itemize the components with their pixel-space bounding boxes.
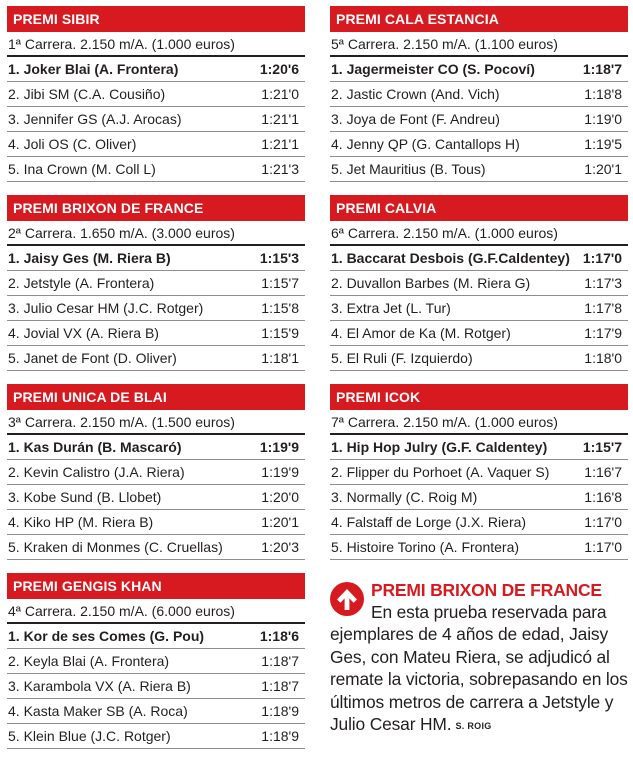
result-row [7,649,305,674]
race-title: PREMI BRIXON DE FRANCE [7,195,305,221]
horse-driver: 1. Kor de ses Comes (G. Pou) [8,628,205,644]
horse-driver: 2. Flipper du Porhoet (A. Vaquer S) [331,464,550,480]
horse-driver: 3. Julio Cesar HM (J.C. Rotger) [8,300,204,316]
horse-driver: 4. Jovial VX (A. Riera B) [8,325,159,341]
right-column [330,6,628,573]
result-row [7,346,305,371]
race-title: PREMI SIBIR [7,6,305,32]
horse-driver: 2. Keyla Blai (A. Frontera) [8,653,170,669]
horse-driver: 5. Jet Mauritius (B. Tous) [331,161,486,177]
race-time: 1:17'3 [584,275,622,291]
race-time: 1:15'7 [261,275,299,291]
horse-driver: 4. Jenny QP (G. Cantallops H) [331,136,520,152]
arrow-up-icon [330,582,364,616]
result-row [7,460,305,485]
race-time: 1:19'0 [584,111,622,127]
race-time: 1:17'8 [584,300,622,316]
result-row [330,82,628,107]
race-time: 1:21'1 [261,111,299,127]
horse-driver: 1. Jagermeister CO (S. Pocoví) [331,61,535,77]
race-time: 1:15'7 [582,439,622,455]
horse-driver: 4. Kasta Maker SB (A. Roca) [8,703,188,719]
race-time: 1:15'3 [259,250,299,266]
race-time: 1:19'5 [584,136,622,152]
race-time: 1:20'0 [261,489,299,505]
race-time: 1:17'0 [584,539,622,555]
result-row [7,157,305,182]
horse-driver: 4. Kiko HP (M. Riera B) [8,514,154,530]
race-subtitle: 4ª Carrera. 2.150 m/A. (6.000 euros) [7,599,305,624]
result-row [7,485,305,510]
race-subtitle: 6ª Carrera. 2.150 m/A. (1.000 euros) [330,221,628,246]
winner-row [330,57,628,82]
race-time: 1:18'7 [261,653,299,669]
horse-driver: 5. Kraken di Monmes (C. Cruellas) [8,539,223,555]
winner-row [7,435,305,460]
result-row [330,485,628,510]
result-row [7,132,305,157]
race-block [7,384,305,560]
photo-credit: S. ROIG [455,721,492,732]
result-row [7,296,305,321]
horse-driver: 1. Baccarat Desbois (G.F.Caldentey) [331,250,570,266]
race-time: 1:20'3 [261,539,299,555]
race-time: 1:18'8 [584,86,622,102]
comment-title: PREMI BRIXON DE FRANCE [371,580,602,600]
horse-driver: 3. Normally (C. Roig M) [331,489,478,505]
winner-row [7,246,305,271]
result-row [330,535,628,560]
race-time: 1:21'1 [261,136,299,152]
horse-driver: 2. Jetstyle (A. Frontera) [8,275,155,291]
comment-body: En esta prueba reservada para ejemplares de 4 años de edad, Jaisy Ges, con Mateu Riera, se adjudicó al remate la victoria, sobrepasando en los últimos metros de carrera a Jetstyle y Julio Cesar HM. [330,602,628,735]
horse-driver: 2. Kevin Calistro (J.A. Riera) [8,464,185,480]
race-time: 1:21'3 [261,161,299,177]
result-row [7,107,305,132]
race-block [330,195,628,371]
horse-driver: 5. Klein Blue (J.C. Rotger) [8,728,171,744]
race-title: PREMI ICOK [330,384,628,410]
result-row [330,346,628,371]
race-title: PREMI GENGIS KHAN [7,573,305,599]
race-title: PREMI CALA ESTANCIA [330,6,628,32]
winner-row [7,57,305,82]
race-time: 1:15'8 [261,300,299,316]
race-subtitle: 2ª Carrera. 1.650 m/A. (3.000 euros) [7,221,305,246]
horse-driver: 4. Falstaff de Lorge (J.X. Riera) [331,514,527,530]
horse-driver: 3. Joya de Font (F. Andreu) [331,111,500,127]
result-row [330,132,628,157]
horse-driver: 2. Duvallon Barbes (M. Riera G) [331,275,531,291]
race-time: 1:19'9 [259,439,299,455]
horse-driver: 4. El Amor de Ka (M. Rotger) [331,325,511,341]
result-row [7,535,305,560]
result-row [7,674,305,699]
race-time: 1:17'0 [584,514,622,530]
result-row [330,107,628,132]
race-time: 1:18'1 [261,350,299,366]
horse-driver: 1. Jaisy Ges (M. Riera B) [8,250,171,266]
result-row [330,157,628,182]
race-time: 1:18'0 [584,350,622,366]
result-row [7,82,305,107]
race-subtitle: 7ª Carrera. 2.150 m/A. (1.000 euros) [330,410,628,435]
race-subtitle: 1ª Carrera. 2.150 m/A. (1.000 euros) [7,32,305,57]
race-title: PREMI UNICA DE BLAI [7,384,305,410]
result-row [7,724,305,749]
horse-driver: 5. Ina Crown (M. Coll L) [8,161,156,177]
race-time: 1:20'1 [584,161,622,177]
race-time: 1:19'9 [261,464,299,480]
horse-driver: 1. Hip Hop Julry (G.F. Caldentey) [331,439,548,455]
result-row [7,271,305,296]
result-row [330,296,628,321]
race-time: 1:18'9 [261,703,299,719]
horse-driver: 3. Jennifer GS (A.J. Arocas) [8,111,182,127]
horse-driver: 2. Jastic Crown (And. Vich) [331,86,500,102]
horse-driver: 5. Janet de Font (D. Oliver) [8,350,177,366]
winner-row [330,435,628,460]
race-block [7,573,305,749]
race-time: 1:17'9 [584,325,622,341]
race-time: 1:20'6 [259,61,299,77]
race-time: 1:20'1 [261,514,299,530]
winner-row [330,246,628,271]
race-subtitle: 3ª Carrera. 2.150 m/A. (1.500 euros) [7,410,305,435]
horse-driver: 3. Extra Jet (L. Tur) [331,300,451,316]
race-time: 1:18'6 [259,628,299,644]
winner-row [7,624,305,649]
race-block [7,6,305,182]
race-block [7,195,305,371]
horse-driver: 1. Joker Blai (A. Frontera) [8,61,179,77]
race-time: 1:16'8 [584,489,622,505]
result-row [330,271,628,296]
horse-driver: 5. El Ruli (F. Izquierdo) [331,350,473,366]
race-time: 1:18'7 [261,678,299,694]
result-row [7,321,305,346]
race-time: 1:15'9 [261,325,299,341]
left-column [7,6,305,762]
result-row [7,510,305,535]
result-row [330,510,628,535]
race-time: 1:21'0 [261,86,299,102]
race-time: 1:16'7 [584,464,622,480]
comment-body-wrap [330,578,630,737]
race-time: 1:18'7 [582,61,622,77]
race-time: 1:18'9 [261,728,299,744]
result-row [330,321,628,346]
horse-driver: 2. Jibi SM (C.A. Cousiño) [8,86,166,102]
horse-driver: 4. Joli OS (C. Oliver) [8,136,137,152]
race-block [330,384,628,560]
horse-driver: 5. Histoire Torino (A. Frontera) [331,539,520,555]
horse-driver: 3. Karambola VX (A. Riera B) [8,678,191,694]
result-row [7,699,305,724]
result-row [330,460,628,485]
horse-driver: 1. Kas Durán (B. Mascaró) [8,439,182,455]
race-subtitle: 5ª Carrera. 2.150 m/A. (1.100 euros) [330,32,628,57]
race-title: PREMI CALVIA [330,195,628,221]
race-block [330,6,628,182]
race-time: 1:17'0 [582,250,622,266]
horse-driver: 3. Kobe Sund (B. Llobet) [8,489,162,505]
